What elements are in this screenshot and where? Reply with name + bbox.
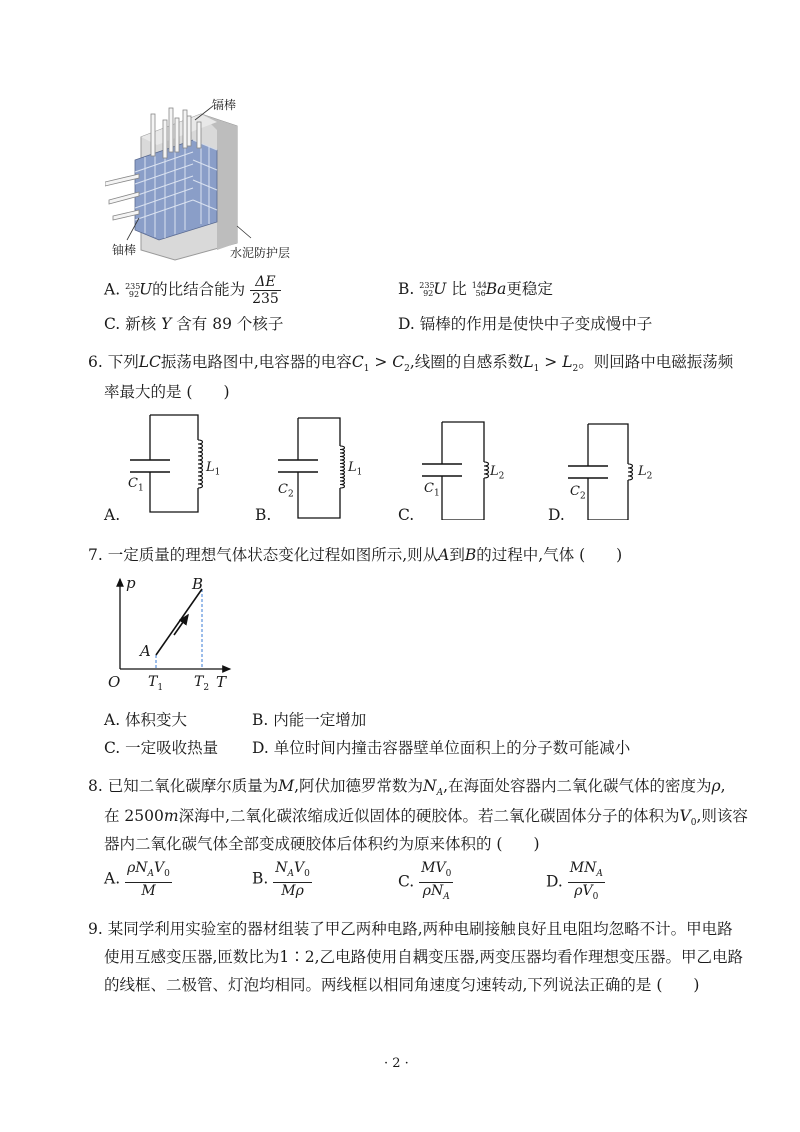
circuit-b-cap-label: $C_2$ [278,482,294,500]
q5-option-c: C. 新核 Y 含有 89 个核子 [104,315,284,333]
q7-option-d: D. 单位时间内撞击容器壁单位面积上的分子数可能减小 [252,739,631,757]
q6-stem-line1: 6. 下列LC振荡电路图中,电容器的电容$C_1 > C_2$,线圈的自感系数$L_1 > L_2$。则回路中电磁振荡频 [88,353,734,375]
q8-option-fraction: $\frac{MN_A}{\rho V_0}$ [569,860,603,902]
graph-label-o: O [108,673,121,691]
label-cadmium-rod: 镉棒 [212,98,237,112]
graph-label-p: p [126,574,136,592]
q9-stem-line2: 使用互感变压器,匝数比为1∶2,乙电路使用自耦变压器,两变压器均看作理想变压器。甲乙电路 [104,948,744,966]
circuit-b-letter: B. [255,506,272,524]
circuit-c-ind-label: $L_2$ [490,464,505,482]
graph-label-b: B [192,575,204,593]
uranium-rods [105,174,139,220]
q8-option-letter: A. [104,869,126,888]
q8-option-a [104,860,172,899]
circuit-c-cap-label: $C_1$ [424,481,440,499]
q8-option-letter: B. [252,869,274,888]
q6-stem-line2: 率最大的是 ( ) [104,383,230,401]
q8-option-d [546,860,605,905]
circuit-d-ind-label: $L_2$ [638,464,653,482]
q7-stem: 7. 一定质量的理想气体状态变化过程如图所示,则从A到B的过程中,气体 ( ) [88,546,623,564]
circuit-d-letter: D. [548,506,565,524]
q9-stem-line3: 的线框、二极管、灯泡均相同。两线框以相同角速度匀速转动,下列说法正确的是 ( ) [104,976,700,994]
p-t-graph [100,575,250,700]
q7-option-a: A. 体积变大 [104,711,188,729]
process-line [156,589,202,655]
q8-stem-line2: 在 2500m深海中,二氧化碳浓缩成近似固体的硬胶体。若二氧化碳固体分子的体积为$V_0$,则该容 [104,807,748,829]
q8-stem-line1: 8. 已知二氧化碳摩尔质量为M,阿伏加德罗常数为$N_A$,在海面处容器内二氧化碳气体的密度为ρ, [88,777,726,799]
page-number: · 2 · [384,1056,409,1071]
q8-option-letter: D. [546,872,568,891]
q8-option-fraction: $\frac{\rho N_AV_0}{M}$ [127,860,170,899]
label-concrete: 水泥防护层 [230,246,291,260]
q7-option-c: C. 一定吸收热量 [104,739,219,757]
reactor-figure [105,100,315,265]
q8-stem-line3: 器内二氧化碳气体全部变成硬胶体后体积约为原来体积的 ( ) [104,835,540,853]
graph-label-a: A [140,642,151,660]
circuit-d-cap-label: $C_2$ [570,484,586,502]
q8-option-letter: C. [398,872,420,891]
label-uranium-rod: 铀棒 [112,243,137,257]
q9-stem-line1: 9. 某同学利用实验室的器材组装了甲乙两种电路,两种电刷接触良好且电阻均忽略不计。甲电路 [88,920,733,938]
circuit-a-letter: A. [104,506,121,524]
q8-option-c [398,860,453,905]
q8-option-fraction: $\frac{N_AV_0}{M\rho}$ [275,860,310,899]
circuit-b-ind-label: $L_1$ [348,460,363,478]
q5-option-d: D. 镉棒的作用是使快中子变成慢中子 [398,315,653,333]
graph-label-t: T [216,673,227,691]
q5-option-b: B. 235 92 U 比 144 56 Ba更稳定 [398,280,553,298]
graph-label-t1: $T_1$ [148,674,164,693]
circuit-a-cap-label: $C_1$ [128,476,144,494]
circuit-c-letter: C. [398,506,415,524]
q5-option-a: A. 235 92 U的比结合能为 $\frac{\Delta E}{235}$ [104,274,279,307]
graph-label-t2: $T_2$ [194,674,210,693]
circuit-a-ind-label: $L_1$ [206,460,221,478]
q7-option-b: B. 内能一定增加 [252,711,367,729]
q8-option-fraction: $\frac{MV_0}{\rho N_A}$ [421,860,452,902]
q8-option-b [252,860,312,899]
